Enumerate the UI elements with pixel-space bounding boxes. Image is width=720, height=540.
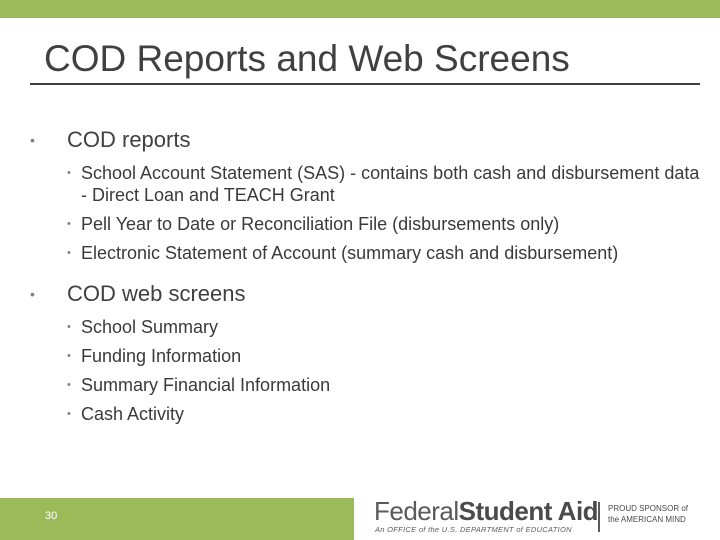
sponsor-line-1: PROUD SPONSOR of: [608, 504, 689, 513]
logo-tagline: An OFFICE of the U.S. DEPARTMENT of EDUCATION: [375, 525, 572, 534]
list-item-text: School Summary: [81, 317, 219, 337]
slide-title: COD Reports and Web Screens: [44, 38, 570, 79]
bullet-icon: •: [67, 321, 71, 333]
bullet-icon: •: [30, 132, 35, 148]
logo-sponsor-text: [608, 503, 688, 525]
list-item: [67, 403, 700, 425]
logo-word-student-aid: Student Aid: [458, 496, 599, 526]
bullet-icon: •: [67, 408, 71, 420]
federal-student-aid-logo: [372, 496, 720, 540]
list-item: [67, 162, 700, 206]
section-cod-reports: [30, 124, 700, 264]
logo-divider: [598, 502, 600, 532]
section-cod-web-screens: [30, 278, 700, 425]
logo-wordmark: [374, 496, 598, 527]
bullet-icon: •: [67, 379, 71, 391]
list-item: [67, 242, 700, 264]
page-number: 30: [45, 510, 58, 522]
section-heading: COD web screens: [67, 281, 246, 306]
top-accent-bar: [0, 0, 720, 18]
list-item-text: School Account Statement (SAS) - contains both cash and disbursement data - Direct Loan and TEACH Grant: [81, 163, 700, 205]
bullet-icon: •: [67, 218, 71, 230]
list-item: [67, 374, 700, 396]
bullet-icon: •: [30, 286, 35, 302]
section-heading: COD reports: [67, 127, 191, 152]
sub-bullet-list: [67, 316, 700, 425]
list-item-text: Cash Activity: [81, 404, 185, 424]
list-item-text: Pell Year to Date or Reconciliation File (disbursements only): [81, 214, 560, 234]
list-item: [67, 345, 700, 367]
list-item: [67, 316, 700, 338]
slide-content: [30, 124, 700, 439]
main-bullet-list: [30, 124, 700, 425]
list-item-text: Funding Information: [81, 346, 242, 366]
title-divider: [30, 83, 700, 85]
bullet-icon: •: [67, 167, 71, 179]
list-item-text: Summary Financial Information: [81, 375, 331, 395]
sub-bullet-list: [67, 162, 700, 264]
sponsor-line-2: the AMERICAN MIND: [608, 515, 686, 524]
bullet-icon: •: [67, 350, 71, 362]
list-item-text: Electronic Statement of Account (summary cash and disbursement): [81, 243, 619, 263]
bullet-icon: •: [67, 247, 71, 259]
list-item: [67, 213, 700, 235]
logo-word-federal: Federal: [374, 496, 459, 526]
